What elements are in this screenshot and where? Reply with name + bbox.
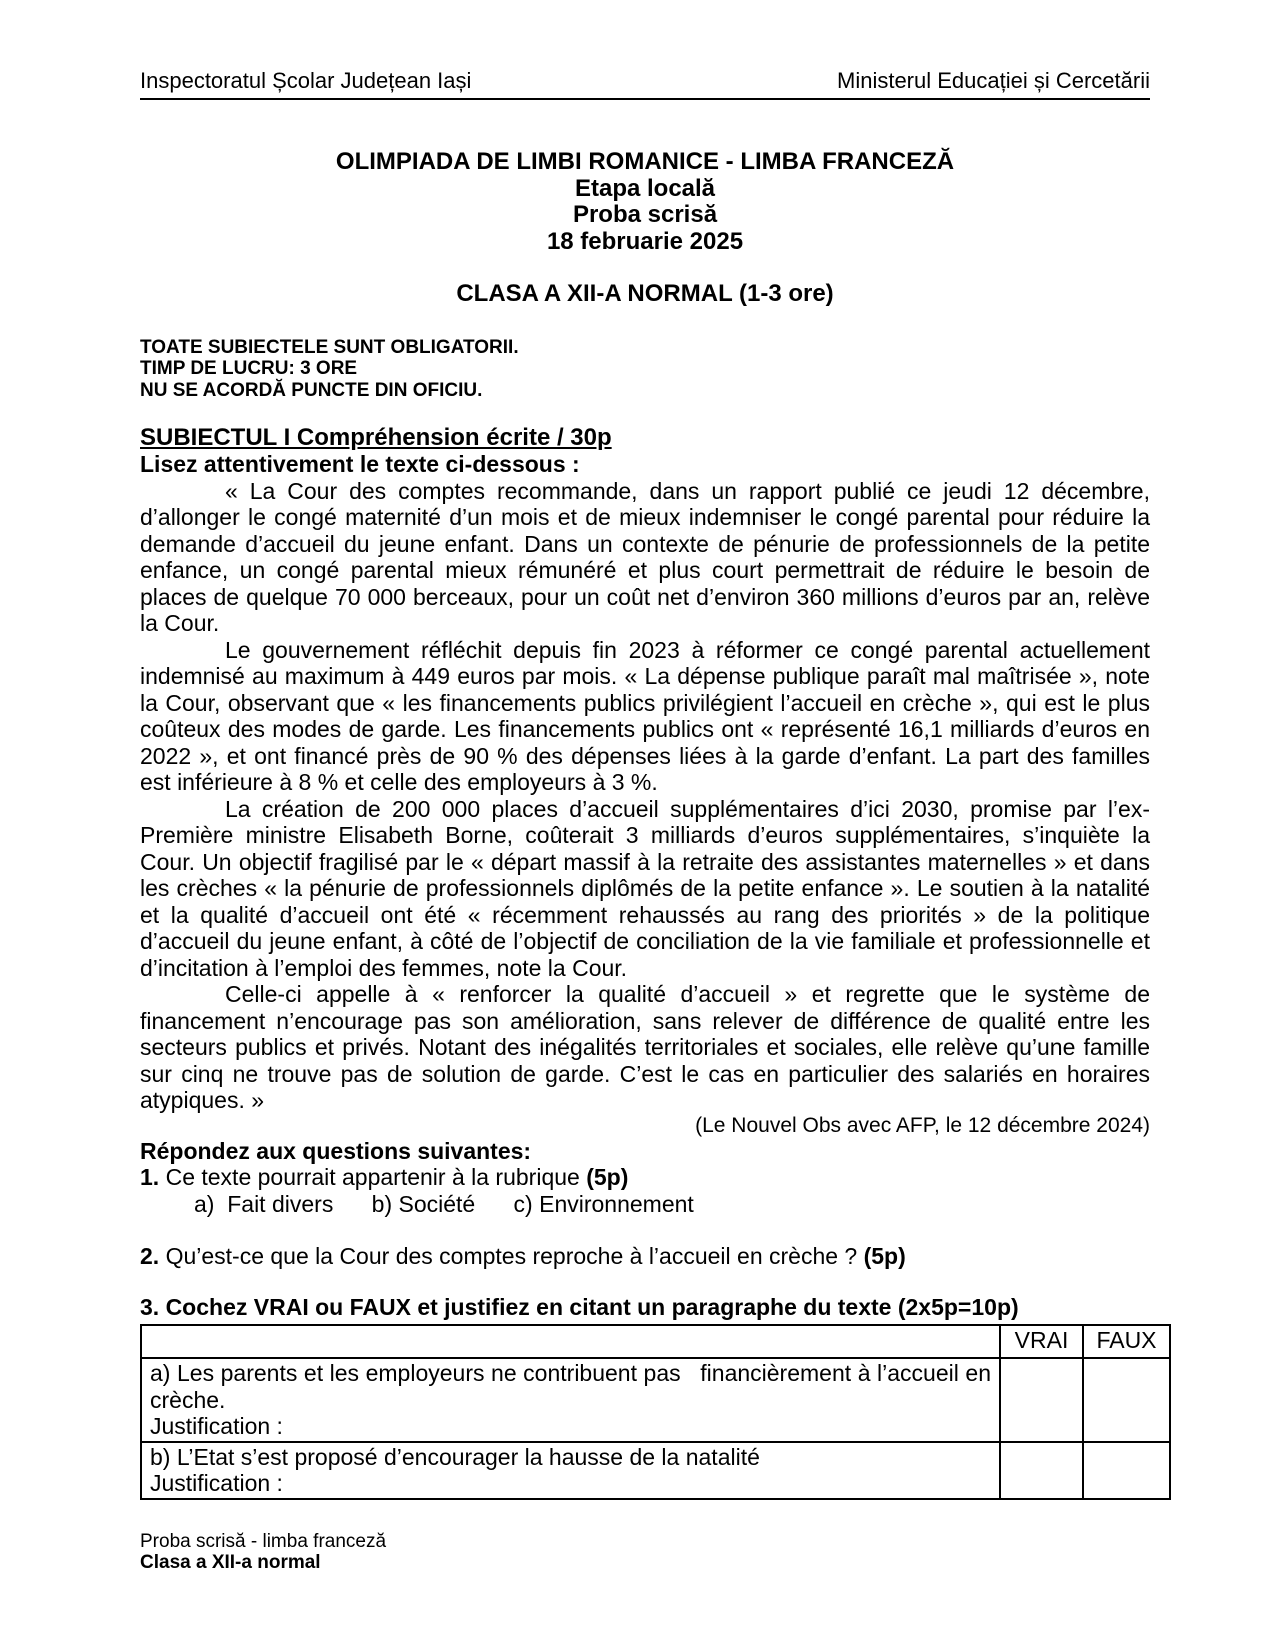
- text-paragraph-1: « La Cour des comptes recommande, dans un rapport publié ce jeudi 12 décembre, d’allonger le congé maternité d’un mois et de mieux indemniser le congé parental pour réduire la demande d’accueil du jeune enfant. Dans un contexte de pénurie de professionnels de la petite enfance, un congé parental mieux rémunéré et plus court permettrait de réduire le besoin de places de quelque 70 000 berceaux, pour un coût net d’environ 360 millions d’euros par an, relève la Cour.: [140, 477, 1150, 636]
- faux-answer-cell-b: [1083, 1442, 1170, 1499]
- faux-answer-cell-a: [1083, 1358, 1170, 1442]
- question-1-number: 1.: [140, 1164, 160, 1190]
- header-right-institution: Ministerul Educației și Cercetării: [837, 68, 1150, 93]
- stage-line: Etapa locală: [574, 174, 716, 202]
- question-1-options: a) Fait divers b) Société c) Environnement: [194, 1190, 694, 1217]
- statement-cell-b: [141, 1442, 1000, 1499]
- question-2: [140, 1243, 1150, 1270]
- notice-points: NU SE ACORDĂ PUNCTE DIN OFICIU.: [140, 379, 483, 401]
- table-corner-cell: [141, 1325, 1000, 1358]
- question-2-points: (5p): [863, 1243, 906, 1269]
- reading-instruction: Lisez attentivement le texte ci-dessous :: [140, 451, 580, 477]
- title-block: [140, 149, 1150, 255]
- justification-a-label: Justification :: [150, 1413, 283, 1439]
- question-3: 3. Cochez VRAI ou FAUX et justifiez en citant un paragraphe du texte (2x5p=10p): [140, 1293, 1019, 1320]
- questions-intro: Répondez aux questions suivantes:: [140, 1137, 532, 1164]
- question-1: [140, 1164, 1150, 1191]
- faux-column-header: FAUX: [1083, 1325, 1170, 1358]
- olympiad-title: OLIMPIADA DE LIMBI ROMANICE - LIMBA FRANCEZĂ: [335, 148, 955, 175]
- vrai-answer-cell-a: [1000, 1358, 1083, 1442]
- statement-b-text: b) L’Etat s’est proposé d’encourager la hausse de la natalité: [150, 1443, 760, 1470]
- statement-a-text: a) Les parents et les employeurs ne contribuent pas financièrement à l’accueil en crèche.: [150, 1360, 998, 1413]
- test-type-line: Proba scrisă: [572, 201, 718, 228]
- notice-mandatory: TOATE SUBIECTELE SUNT OBLIGATORII.: [140, 336, 519, 358]
- document-header: [140, 68, 1150, 100]
- footer-test-type: Proba scrisă - limba franceză: [140, 1531, 387, 1552]
- question-2-text: Qu’est-ce que la Cour des comptes reproche à l’accueil en crèche ?: [159, 1243, 864, 1269]
- question-1-text: Ce texte pourrait appartenir à la rubrique: [159, 1164, 587, 1190]
- statement-cell-a: [141, 1358, 1000, 1442]
- table-row-b: [141, 1442, 1170, 1499]
- question-1-points: (5p): [586, 1164, 629, 1190]
- table-header-row: [141, 1325, 1170, 1358]
- notice-time: TIMP DE LUCRU: 3 ORE: [140, 358, 358, 379]
- vrai-column-header: VRAI: [1000, 1325, 1083, 1358]
- footer-class: Clasa a XII-a normal: [140, 1552, 321, 1573]
- vrai-faux-table: [140, 1324, 1171, 1500]
- header-left-institution: Inspectoratul Școlar Județean Iași: [140, 68, 472, 93]
- source-citation: (Le Nouvel Obs avec AFP, le 12 décembre 2024): [695, 1113, 1150, 1137]
- text-paragraph-3: La création de 200 000 places d’accueil supplémentaires d’ici 2030, promise par l’ex-Première ministre Elisabeth Borne, coûterait 3 milliards d’euros supplémentaires, s’inquiète la Cour. Un objectif fragilisé par le « départ massif à la retraite des assistantes maternelles » et dans les crèches « la pénurie de professionnels diplômés de la petite enfance ». Le soutien à la natalité et la qualité d’accueil ont été « récemment rehaussés au rang des priorités » de la politique d’accueil du jeune enfant, à côté de l’objectif de conciliation de la vie familiale et professionnelle et d’incitation à l’emploi des femmes, note la Cour.: [140, 795, 1150, 981]
- notice-block: [140, 337, 1150, 402]
- justification-b-label: Justification :: [150, 1470, 283, 1496]
- vrai-answer-cell-b: [1000, 1442, 1083, 1499]
- subject1-heading: SUBIECTUL I Compréhension écrite / 30p: [140, 424, 612, 451]
- question-2-number: 2.: [140, 1243, 160, 1269]
- class-line: CLASA A XII-A NORMAL (1-3 ore): [456, 280, 834, 307]
- text-paragraph-2: Le gouvernement réfléchit depuis fin 2023 à réformer ce congé parental actuellement indemnisé au maximum à 449 euros par mois. « La dépense publique paraît mal maîtrisée », note la Cour, observant que « les financements publics privilégient l’accueil en crèche », qui est le plus coûteux des modes de garde. Les financements publics ont « représenté 16,1 milliards d’euros en 2022 », et ont financé près de 90 % des dépenses liées à la garde d’enfant. La part des familles est inférieure à 8 % et celle des employeurs à 3 %.: [140, 636, 1150, 795]
- date-line: 18 februarie 2025: [546, 227, 744, 255]
- table-row-a: [141, 1358, 1170, 1442]
- page-footer: [140, 1531, 386, 1573]
- text-paragraph-4: Celle-ci appelle à « renforcer la qualité d’accueil » et regrette que le système de financement n’encourage pas son amélioration, sans relever de différence de qualité entre les secteurs publics et privés. Notant des inégalités territoriales et sociales, elle relève qu’une famille sur cinq ne trouve pas de solution de garde. C’est le cas en particulier des salariés en horaires atypiques. »: [140, 981, 1150, 1113]
